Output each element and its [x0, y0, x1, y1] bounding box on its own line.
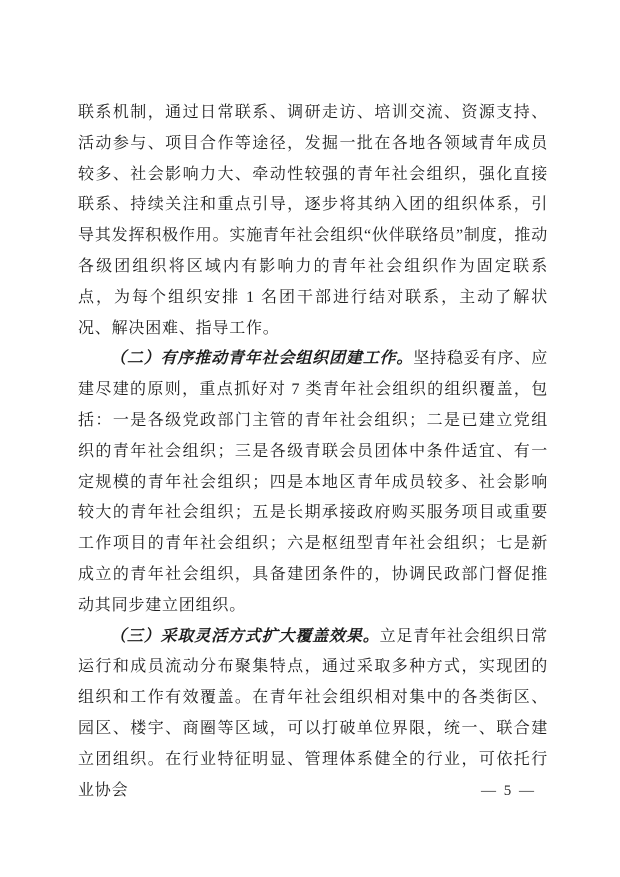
paragraph [78, 622, 548, 807]
document-body [78, 98, 548, 806]
paragraph-text: 坚持稳妥有序、应建尽建的原则，重点抓好对 7 类青年社会组织的组织覆盖，包括：一是各级党政部门主管的青年社会组织；二是已建立党组织的青年社会组织；三是各级青联会员团体中条件适宜、有一定规模的青年社会组织；四是本地区青年成员较多、社会影响较大的青年社会组织；五是长期承接政府购买服务项目或重要工作项目的青年社会组织；六是枢纽型青年社会组织；七是新成立的青年社会组织，具备建团条件的，协调民政部门督促推动其同步建立团组织。 [78, 350, 548, 614]
paragraph-heading: （二）有序推动青年社会组织团建工作。 [110, 350, 414, 368]
paragraph-text: 联系机制，通过日常联系、调研走访、培训交流、资源支持、活动参与、项目合作等途径，发掘一批在各地各领域青年成员较多、社会影响力大、牵动性较强的青年社会组织，强化直接联系、持续关注和重点引导，逐步将其纳入团的组织体系，引导其发挥积极作用。实施青年社会组织“伙伴联络员”制度，推动各级团组织将区域内有影响力的青年社会组织作为固定联系点，为每个组织安排 1 名团干部进行结对联系，主动了解状况、解决困难、指导工作。 [78, 104, 548, 337]
paragraph [78, 98, 548, 344]
paragraph [78, 344, 548, 621]
paragraph-heading: （三）采取灵活方式扩大覆盖效果。 [110, 627, 380, 645]
paragraph-text: 立足青年社会组织日常运行和成员流动分布聚集特点，通过采取多种方式，实现团的组织和工作有效覆盖。在青年社会组织相对集中的各类街区、园区、楼宇、商圈等区域，可以打破单位界限，统一、联合建立团组织。在行业特征明显、管理体系健全的行业，可依托行业协会 [78, 627, 548, 799]
page-number: — 5 — [481, 783, 536, 799]
